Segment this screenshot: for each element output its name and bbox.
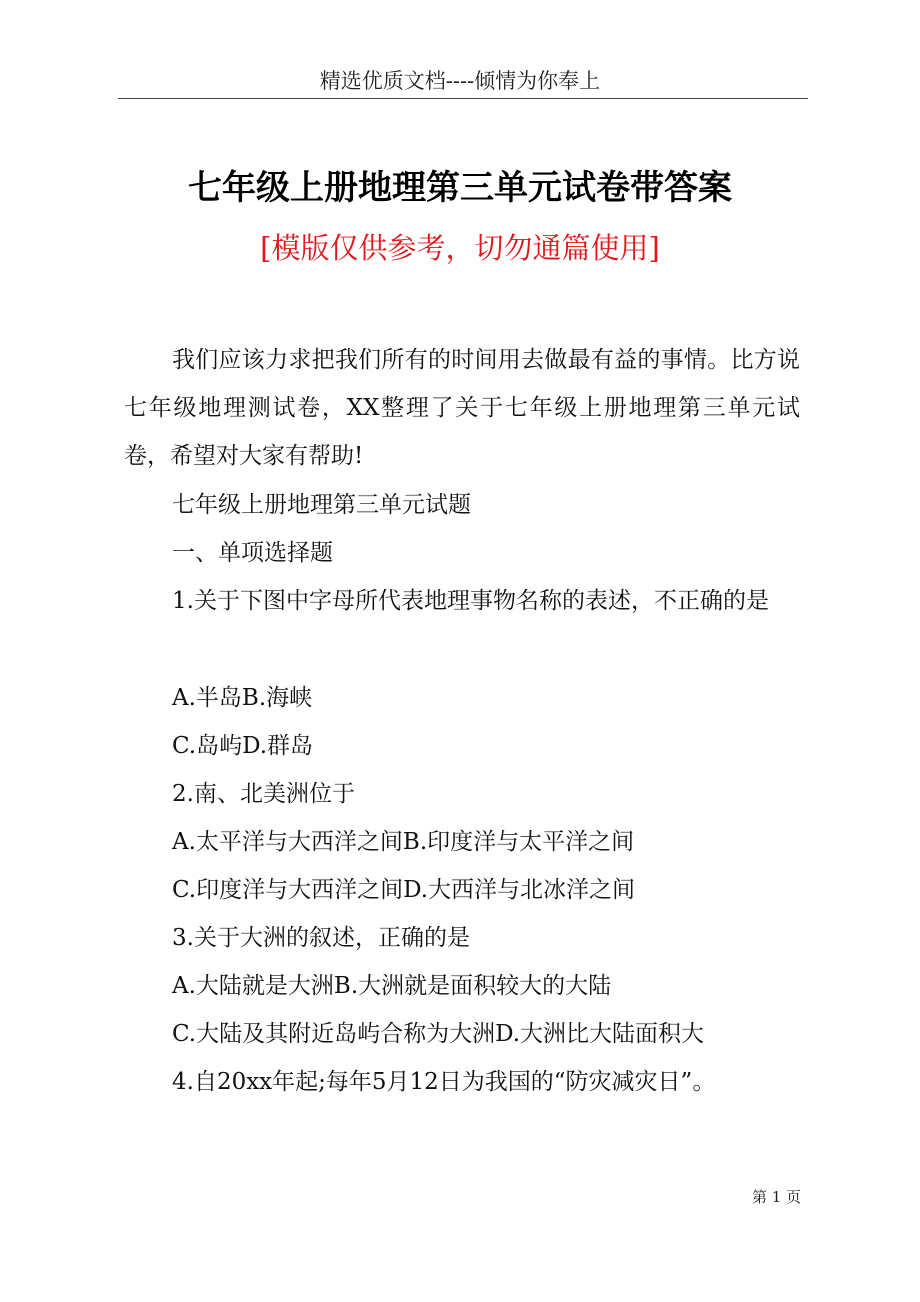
question-4-stem: 4.自20xx年起;每年5月12日为我国的“防灾减灾日”。 — [172, 1069, 716, 1095]
document-title: 七年级上册地理第三单元试卷带答案 — [188, 168, 732, 208]
question-1-option-line-2: C.岛屿D.群岛 — [172, 733, 314, 759]
header-divider — [118, 98, 808, 99]
question-3-stem: 3.关于大洲的叙述，正确的是 — [172, 925, 470, 951]
part-title: 一、单项选择题 — [172, 540, 333, 566]
question-3-option-line-1: A.大陆就是大洲B.大洲就是面积较大的大陆 — [172, 973, 612, 999]
question-2-option-line-1: A.太平洋与大西洋之间B.印度洋与太平洋之间 — [172, 829, 635, 855]
section-title: 七年级上册地理第三单元试题 — [172, 492, 471, 518]
header-text: 精选优质文档----倾情为你奉上 — [319, 69, 601, 93]
question-3-option-line-2: C.大陆及其附近岛屿合称为大洲D.大洲比大陆面积大 — [172, 1021, 705, 1047]
question-1-option-line-1: A.半岛B.海峡 — [172, 685, 313, 711]
question-2-option-line-2: C.印度洋与大西洋之间D.大西洋与北冰洋之间 — [172, 877, 636, 903]
question-1-stem: 1.关于下图中字母所代表地理事物名称的表述，不正确的是 — [172, 588, 769, 614]
document-subtitle: [模版仅供参考，切勿通篇使用] — [260, 231, 660, 265]
question-2-stem: 2.南、北美洲位于 — [172, 781, 355, 807]
intro-paragraph: 我们应该力求把我们所有的时间用去做最有益的事情。比方说七年级地理测试卷，XX整理了关于七年级上册地理第三单元试卷，希望对大家有帮助! — [124, 347, 800, 469]
page-number: 第 1 页 — [752, 1188, 802, 1206]
